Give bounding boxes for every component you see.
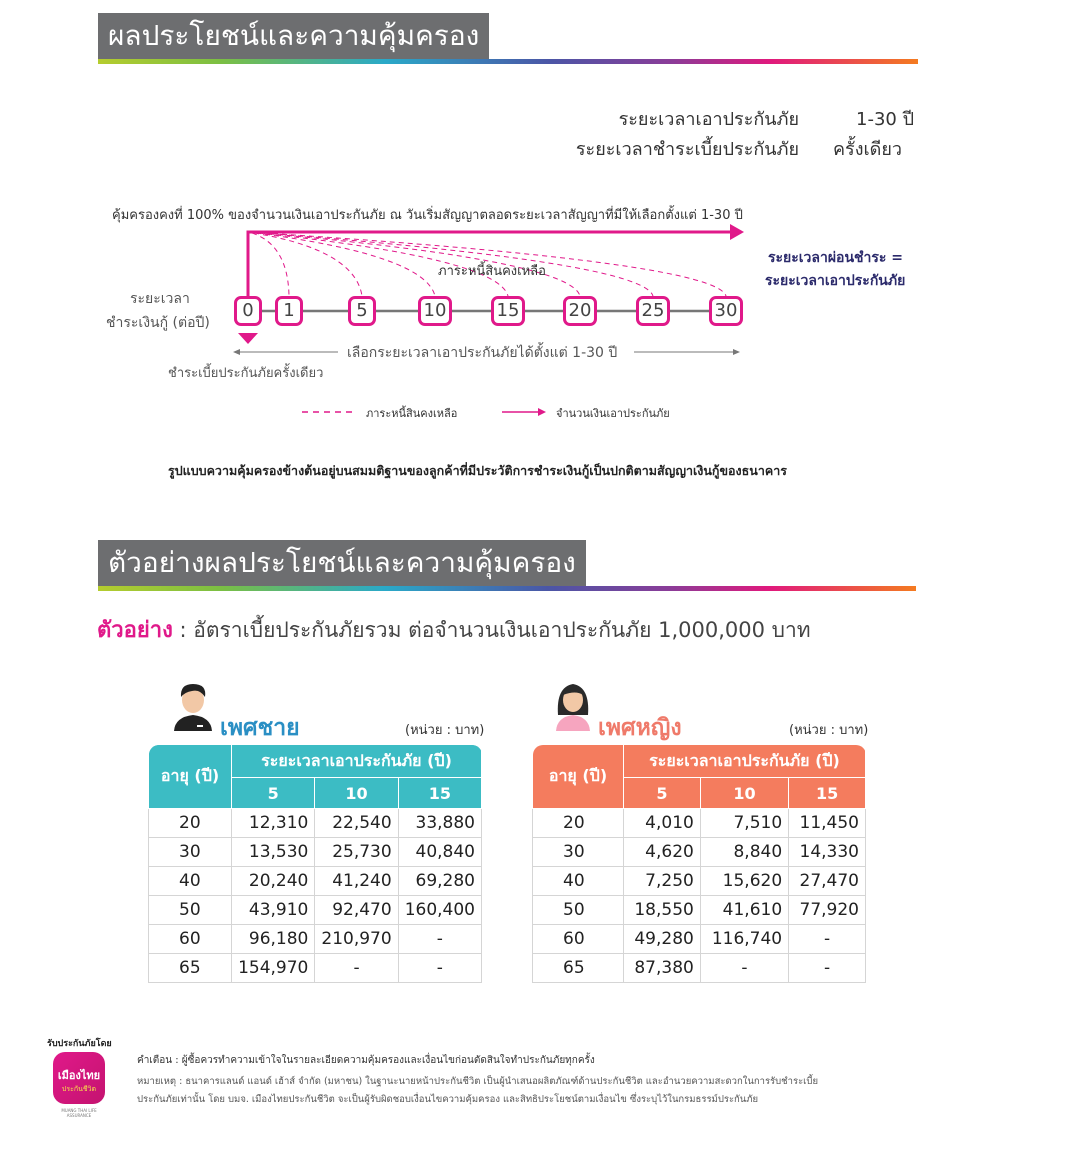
underwriter-label: รับประกันภัยโดย [47, 1039, 112, 1049]
coverage-term-value: 1-30 ปี [856, 109, 914, 130]
table-row [149, 809, 482, 838]
male-unit: (หน่วย : บาท) [405, 723, 485, 738]
male-avatar-icon [170, 679, 216, 731]
premium-cell: 25,730 [315, 838, 398, 867]
single-pay-marker [238, 333, 258, 344]
legend-dashed-label: ภาระหนี้สินคงเหลือ [366, 407, 458, 420]
right-note-line1: ระยะเวลาผ่อนชำระ = [768, 250, 904, 266]
premium-cell: 15,620 [700, 867, 788, 896]
premium-cell: - [315, 954, 398, 983]
premium-cell: 96,180 [232, 925, 315, 954]
premium-cell: 49,280 [624, 925, 701, 954]
age-cell: 60 [149, 925, 232, 954]
table-row [533, 954, 866, 983]
premium-cell: 7,510 [700, 809, 788, 838]
male-gender-label: เพศชาย [220, 715, 300, 741]
diagram-top-caption: คุ้มครองคงที่ 100% ของจำนวนเงินเอาประกันภัย ณ วันเริ่มสัญญาตลอดระยะเวลาสัญญาที่มีให้เลือกตั้งแต่ 1-30 ปี [112, 208, 743, 223]
table-row [149, 838, 482, 867]
premium-cell: - [700, 954, 788, 983]
premium-cell: 4,620 [624, 838, 701, 867]
age-cell: 50 [533, 896, 624, 925]
premium-cell: 14,330 [789, 838, 866, 867]
premium-cell: 7,250 [624, 867, 701, 896]
premium-cell: - [789, 925, 866, 954]
premium-cell: 69,280 [398, 867, 481, 896]
year-box-4: 15 [491, 296, 525, 326]
age-cell: 40 [149, 867, 232, 896]
female-term-5: 5 [624, 778, 701, 809]
age-cell: 65 [533, 954, 624, 983]
female-age-header: อายุ (ปี) [533, 745, 624, 809]
year-box-5: 20 [563, 296, 597, 326]
left-label-line2: ชำระเงินกู้ (ต่อปี) [106, 315, 210, 331]
premium-cell: 8,840 [700, 838, 788, 867]
premium-cell: 87,380 [624, 954, 701, 983]
table-row [533, 925, 866, 954]
payment-term-value: ครั้งเดียว [833, 139, 902, 160]
sum-insured-arrowhead [730, 224, 744, 240]
premium-cell: 40,840 [398, 838, 481, 867]
example-text: : อัตราเบี้ยประกันภัยรวม ต่อจำนวนเงินเอาประกันภัย 1,000,000 บาท [172, 618, 811, 642]
age-cell: 20 [149, 809, 232, 838]
muangthai-logo [53, 1052, 105, 1104]
example-label: ตัวอย่าง [97, 618, 173, 643]
male-term-5: 5 [232, 778, 315, 809]
single-pay-caption: ชำระเบี้ยประกันภัยครั้งเดียว [168, 366, 324, 381]
table-row [533, 867, 866, 896]
premium-cell: 41,610 [700, 896, 788, 925]
male-age-header: อายุ (ปี) [149, 745, 232, 809]
age-cell: 50 [149, 896, 232, 925]
female-term-15: 15 [789, 778, 866, 809]
logo-line2: ประกันชีวิต [61, 1085, 97, 1093]
premium-cell: 11,450 [789, 809, 866, 838]
logo-line1: เมืองไทย [57, 1069, 101, 1082]
premium-cell: - [789, 954, 866, 983]
table-row [149, 954, 482, 983]
premium-cell: 12,310 [232, 809, 315, 838]
male-term-header: ระยะเวลาเอาประกันภัย (ปี) [232, 745, 482, 778]
premium-cell: 4,010 [624, 809, 701, 838]
premium-cell: 33,880 [398, 809, 481, 838]
premium-cell: 116,740 [700, 925, 788, 954]
legend-solid-label: จำนวนเงินเอาประกันภัย [556, 407, 670, 420]
premium-cell: 13,530 [232, 838, 315, 867]
premium-cell: 210,970 [315, 925, 398, 954]
year-box-2: 5 [348, 296, 376, 326]
year-box-1: 1 [275, 296, 303, 326]
section-title-example: ตัวอย่างผลประโยชน์และความคุ้มครอง [98, 540, 586, 586]
year-box-0: 0 [234, 296, 262, 326]
year-box-3: 10 [418, 296, 452, 326]
coverage-term-label: ระยะเวลาเอาประกันภัย [618, 109, 799, 130]
left-label-line1: ระยะเวลา [130, 291, 190, 307]
age-cell: 40 [533, 867, 624, 896]
premium-cell: - [398, 954, 481, 983]
logo-en: MUANG THAI LIFE ASSURANCE [61, 1108, 97, 1118]
female-avatar-icon [552, 679, 594, 731]
female-unit: (หน่วย : บาท) [789, 723, 869, 738]
premium-cell: 154,970 [232, 954, 315, 983]
table-row [149, 925, 482, 954]
premium-cell: 20,240 [232, 867, 315, 896]
age-cell: 20 [533, 809, 624, 838]
table-row [533, 809, 866, 838]
payment-term-label: ระยะเวลาชำระเบี้ยประกันภัย [575, 139, 799, 160]
male-term-15: 15 [398, 778, 481, 809]
female-term-10: 10 [700, 778, 788, 809]
year-box-6: 25 [636, 296, 670, 326]
premium-cell: 77,920 [789, 896, 866, 925]
male-premium-table [148, 744, 482, 983]
premium-cell: - [398, 925, 481, 954]
female-term-header: ระยะเวลาเอาประกันภัย (ปี) [624, 745, 866, 778]
table-row [149, 867, 482, 896]
premium-cell: 27,470 [789, 867, 866, 896]
age-cell: 30 [149, 838, 232, 867]
rainbow-divider-2 [98, 586, 916, 591]
female-gender-label: เพศหญิง [598, 715, 682, 741]
age-cell: 60 [533, 925, 624, 954]
section-title-benefits: ผลประโยชน์และความคุ้มครอง [98, 13, 489, 59]
premium-cell: 18,550 [624, 896, 701, 925]
female-premium-table [532, 744, 866, 983]
footer-remark-1: หมายเหตุ : ธนาคารแลนด์ แอนด์ เฮ้าส์ จำกัด (มหาชน) ในฐานะนายหน้าประกันชีวิต เป็นผู้นำเสนอผลิตภัณฑ์ด้านประกันชีวิต และอำนวยความสะดวกในการรับชำระเบี้ย [137, 1076, 819, 1087]
footer-warning: คำเตือน : ผู้ซื้อควรทำความเข้าใจในรายละเอียดความคุ้มครองและเงื่อนไขก่อนตัดสินใจทำประกันภัยทุกครั้ง [137, 1055, 595, 1066]
range-caption: เลือกระยะเวลาเอาประกันภัยได้ตั้งแต่ 1-30 ปี [347, 345, 618, 361]
table-row [533, 896, 866, 925]
footer-remark-2: ประกันภัยเท่านั้น โดย บมจ. เมืองไทยประกันชีวิต จะเป็นผู้รับผิดชอบเงื่อนไขความคุ้มครอง และสิทธิประโยชน์ตามเงื่อนไข ซึ่งระบุไว้ในกรมธรรม์ประกันภัย [137, 1094, 759, 1105]
male-term-10: 10 [315, 778, 398, 809]
diagram-footnote: รูปแบบความคุ้มครองข้างต้นอยู่บนสมมติฐานของลูกค้าที่มีประวัติการชำระเงินกู้เป็นปกติตามสัญญาเงินกู้ของธนาคาร [168, 463, 787, 478]
right-note-line2: ระยะเวลาเอาประกันภัย [765, 273, 906, 289]
premium-cell: 160,400 [398, 896, 481, 925]
debt-label: ภาระหนี้สินคงเหลือ [438, 264, 546, 279]
age-cell: 30 [533, 838, 624, 867]
table-row [533, 838, 866, 867]
example-line [97, 612, 811, 647]
premium-cell: 43,910 [232, 896, 315, 925]
coverage-diagram [0, 0, 1077, 440]
premium-cell: 22,540 [315, 809, 398, 838]
table-row [149, 896, 482, 925]
premium-cell: 92,470 [315, 896, 398, 925]
year-box-7: 30 [709, 296, 743, 326]
age-cell: 65 [149, 954, 232, 983]
premium-cell: 41,240 [315, 867, 398, 896]
